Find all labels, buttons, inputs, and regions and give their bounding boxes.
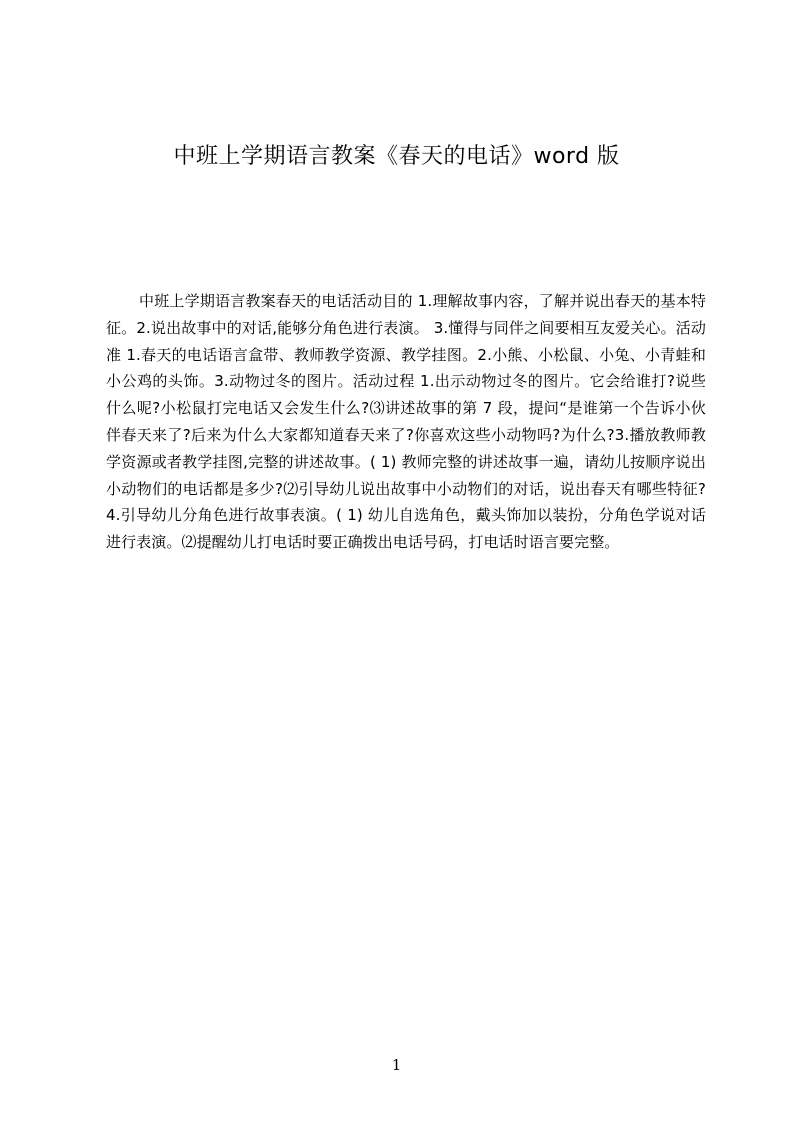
- document-title: 中班上学期语言教案《春天的电话》word 版: [173, 144, 620, 169]
- document-body-paragraph: 中班上学期语言教案春天的电话活动目的 1.理解故事内容，了解并说出春天的基本特征。2.说出故事中的对话,能够分角色进行表演。 3.懂得与同伴之间要相互友爱关心。活动准 1.春天的电话语言盒带、教师教学资源、教学挂图。2.小熊、小松鼠、小兔、小青蛙和小公鸡的头饰。3.动物过冬的图片。活动过程 1.出示动物过冬的图片。它会给谁打?说些什么呢?小松鼠打完电话又会发生什么?⑶讲述故事的第 7 段，提问“是谁第一个告诉小伙伴春天来了?后来为什么大家都知道春天来了?你喜欢这些小动物吗?为什么?3.播放教师教学资源或者教学挂图,完整的讲述故事。( 1) 教师完整的讲述故事一遍，请幼儿按顺序说出小动物们的电话都是多少?⑵引导幼儿说出故事中小动物们的对话，说出春天有哪些特征?4.引导幼儿分角色进行故事表演。( 1) 幼儿自选角色，戴头饰加以装扮，分角色学说对话进行表演。⑵提醒幼儿打电话时要正确拨出电话号码，打电话时语言要完整。: [106, 292, 706, 552]
- page-number: 1: [391, 1056, 402, 1074]
